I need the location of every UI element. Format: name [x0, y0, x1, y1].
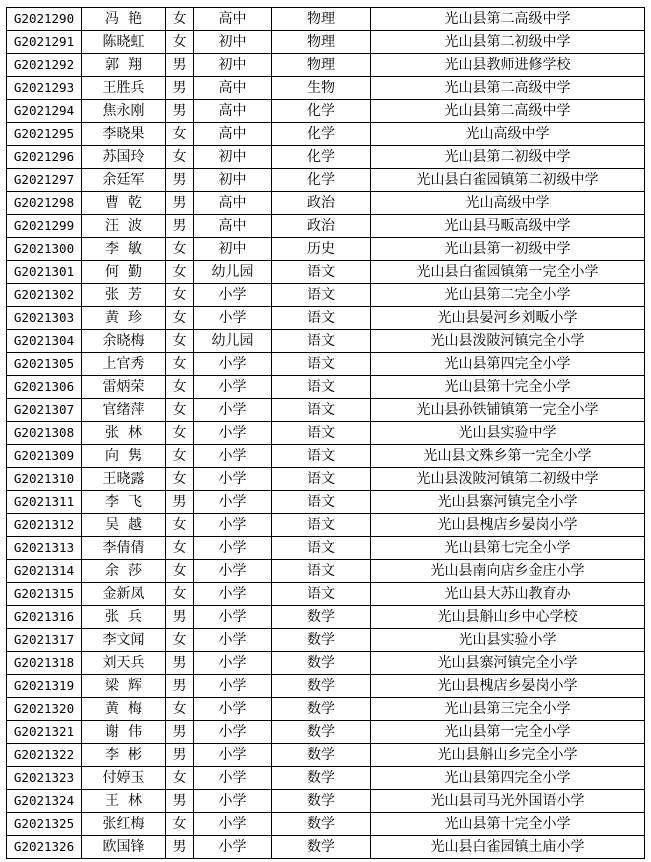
school-level-cell: 小学: [194, 790, 272, 813]
roster-sheet: [6, 7, 645, 859]
teacher-name-cell: 向 隽: [82, 445, 166, 468]
teacher-id-cell: G2021301: [7, 261, 82, 284]
gender-cell: 女: [166, 353, 194, 376]
teacher-id-cell: G2021304: [7, 330, 82, 353]
teacher-id-cell: G2021309: [7, 445, 82, 468]
school-cell: 光山县第二初级中学: [371, 146, 645, 169]
school-level-cell: 高中: [194, 123, 272, 146]
school-level-cell: 幼儿园: [194, 261, 272, 284]
school-cell: 光山县教师进修学校: [371, 54, 645, 77]
teacher-name-cell: 吴 越: [82, 514, 166, 537]
teacher-name-cell: 张 兵: [82, 606, 166, 629]
table-row: [7, 468, 645, 491]
table-row: [7, 215, 645, 238]
subject-cell: 语文: [272, 491, 371, 514]
school-level-cell: 小学: [194, 491, 272, 514]
gender-cell: 女: [166, 330, 194, 353]
gender-cell: 女: [166, 629, 194, 652]
school-level-cell: 小学: [194, 468, 272, 491]
subject-cell: 语文: [272, 307, 371, 330]
school-level-cell: 小学: [194, 353, 272, 376]
subject-cell: 语文: [272, 514, 371, 537]
gender-cell: 女: [166, 445, 194, 468]
school-cell: 光山高级中学: [371, 123, 645, 146]
gender-cell: 女: [166, 422, 194, 445]
teacher-id-cell: G2021299: [7, 215, 82, 238]
table-row: [7, 698, 645, 721]
subject-cell: 数学: [272, 675, 371, 698]
school-level-cell: 小学: [194, 399, 272, 422]
teacher-id-cell: G2021322: [7, 744, 82, 767]
teacher-id-cell: G2021291: [7, 31, 82, 54]
table-row: [7, 399, 645, 422]
teacher-id-cell: G2021326: [7, 836, 82, 859]
subject-cell: 语文: [272, 560, 371, 583]
subject-cell: 历史: [272, 238, 371, 261]
table-row: [7, 767, 645, 790]
school-level-cell: 小学: [194, 698, 272, 721]
teacher-name-cell: 张 林: [82, 422, 166, 445]
table-row: [7, 123, 645, 146]
school-level-cell: 小学: [194, 560, 272, 583]
subject-cell: 物理: [272, 8, 371, 31]
school-level-cell: 幼儿园: [194, 330, 272, 353]
subject-cell: 语文: [272, 399, 371, 422]
teacher-id-cell: G2021315: [7, 583, 82, 606]
school-cell: 光山县孙铁铺镇第一完全小学: [371, 399, 645, 422]
teacher-name-cell: 张红梅: [82, 813, 166, 836]
teacher-name-cell: 李 敏: [82, 238, 166, 261]
subject-cell: 数学: [272, 629, 371, 652]
gender-cell: 男: [166, 491, 194, 514]
gender-cell: 女: [166, 284, 194, 307]
teacher-id-cell: G2021305: [7, 353, 82, 376]
teacher-name-cell: 汪 波: [82, 215, 166, 238]
school-cell: 光山县第一初级中学: [371, 238, 645, 261]
teacher-id-cell: G2021317: [7, 629, 82, 652]
school-cell: 光山县泼陂河镇第二初级中学: [371, 468, 645, 491]
table-row: [7, 721, 645, 744]
gender-cell: 女: [166, 698, 194, 721]
gender-cell: 女: [166, 514, 194, 537]
school-level-cell: 小学: [194, 537, 272, 560]
roster-table-body: [7, 8, 645, 859]
table-row: [7, 560, 645, 583]
school-level-cell: 高中: [194, 100, 272, 123]
teacher-name-cell: 雷炳荣: [82, 376, 166, 399]
teacher-id-cell: G2021321: [7, 721, 82, 744]
table-row: [7, 606, 645, 629]
school-cell: 光山县泼陂河镇完全小学: [371, 330, 645, 353]
teacher-id-cell: G2021310: [7, 468, 82, 491]
gender-cell: 女: [166, 583, 194, 606]
subject-cell: 物理: [272, 54, 371, 77]
teacher-id-cell: G2021297: [7, 169, 82, 192]
school-cell: 光山县白雀园镇土庙小学: [371, 836, 645, 859]
gender-cell: 女: [166, 767, 194, 790]
teacher-id-cell: G2021290: [7, 8, 82, 31]
gender-cell: 女: [166, 537, 194, 560]
subject-cell: 语文: [272, 330, 371, 353]
teacher-name-cell: 王胜兵: [82, 77, 166, 100]
table-row: [7, 445, 645, 468]
table-row: [7, 836, 645, 859]
subject-cell: 生物: [272, 77, 371, 100]
teacher-name-cell: 上官秀: [82, 353, 166, 376]
school-level-cell: 小学: [194, 422, 272, 445]
gender-cell: 男: [166, 169, 194, 192]
school-cell: 光山县白雀园镇第二初级中学: [371, 169, 645, 192]
gender-cell: 男: [166, 652, 194, 675]
subject-cell: 语文: [272, 261, 371, 284]
subject-cell: 数学: [272, 652, 371, 675]
table-row: [7, 353, 645, 376]
gender-cell: 女: [166, 238, 194, 261]
teacher-name-cell: 余晓梅: [82, 330, 166, 353]
subject-cell: 政治: [272, 215, 371, 238]
gender-cell: 男: [166, 54, 194, 77]
teacher-id-cell: G2021303: [7, 307, 82, 330]
teacher-id-cell: G2021314: [7, 560, 82, 583]
teacher-id-cell: G2021296: [7, 146, 82, 169]
subject-cell: 数学: [272, 813, 371, 836]
gender-cell: 男: [166, 836, 194, 859]
school-cell: 光山县斛山乡完全小学: [371, 744, 645, 767]
subject-cell: 数学: [272, 606, 371, 629]
subject-cell: 化学: [272, 169, 371, 192]
teacher-name-cell: 余 莎: [82, 560, 166, 583]
school-level-cell: 初中: [194, 146, 272, 169]
school-cell: 光山县实验小学: [371, 629, 645, 652]
table-row: [7, 238, 645, 261]
teacher-id-cell: G2021302: [7, 284, 82, 307]
school-cell: 光山县第二高级中学: [371, 8, 645, 31]
gender-cell: 男: [166, 675, 194, 698]
gender-cell: 男: [166, 790, 194, 813]
school-cell: 光山县第四完全小学: [371, 353, 645, 376]
table-row: [7, 675, 645, 698]
school-cell: 光山县第三完全小学: [371, 698, 645, 721]
school-cell: 光山县司马光外国语小学: [371, 790, 645, 813]
table-row: [7, 790, 645, 813]
school-cell: 光山县第二初级中学: [371, 31, 645, 54]
school-cell: 光山县白雀园镇第一完全小学: [371, 261, 645, 284]
gender-cell: 男: [166, 606, 194, 629]
school-level-cell: 初中: [194, 169, 272, 192]
subject-cell: 语文: [272, 468, 371, 491]
teacher-id-cell: G2021300: [7, 238, 82, 261]
subject-cell: 数学: [272, 790, 371, 813]
teacher-name-cell: 焦永刚: [82, 100, 166, 123]
teacher-name-cell: 李文闻: [82, 629, 166, 652]
teacher-name-cell: 王晓露: [82, 468, 166, 491]
table-row: [7, 629, 645, 652]
table-row: [7, 261, 645, 284]
subject-cell: 数学: [272, 767, 371, 790]
subject-cell: 语文: [272, 376, 371, 399]
school-cell: 光山高级中学: [371, 192, 645, 215]
school-cell: 光山县第二高级中学: [371, 100, 645, 123]
table-row: [7, 54, 645, 77]
teacher-id-cell: G2021319: [7, 675, 82, 698]
teacher-id-cell: G2021306: [7, 376, 82, 399]
subject-cell: 化学: [272, 100, 371, 123]
gender-cell: 女: [166, 307, 194, 330]
teacher-name-cell: 黄 珍: [82, 307, 166, 330]
school-cell: 光山县马畈高级中学: [371, 215, 645, 238]
gender-cell: 女: [166, 399, 194, 422]
teacher-id-cell: G2021292: [7, 54, 82, 77]
school-level-cell: 小学: [194, 744, 272, 767]
teacher-id-cell: G2021320: [7, 698, 82, 721]
school-level-cell: 高中: [194, 77, 272, 100]
teacher-name-cell: 王 林: [82, 790, 166, 813]
table-row: [7, 422, 645, 445]
table-row: [7, 514, 645, 537]
school-cell: 光山县第十完全小学: [371, 376, 645, 399]
gender-cell: 女: [166, 31, 194, 54]
gender-cell: 女: [166, 146, 194, 169]
subject-cell: 数学: [272, 698, 371, 721]
teacher-name-cell: 李 飞: [82, 491, 166, 514]
school-level-cell: 小学: [194, 307, 272, 330]
teacher-name-cell: 李 彬: [82, 744, 166, 767]
teacher-name-cell: 苏国玲: [82, 146, 166, 169]
teacher-name-cell: 欧国锋: [82, 836, 166, 859]
teacher-id-cell: G2021318: [7, 652, 82, 675]
school-cell: 光山县大苏山教育办: [371, 583, 645, 606]
school-cell: 光山县槐店乡晏岗小学: [371, 514, 645, 537]
teacher-name-cell: 冯 艳: [82, 8, 166, 31]
teacher-id-cell: G2021316: [7, 606, 82, 629]
teacher-id-cell: G2021324: [7, 790, 82, 813]
table-row: [7, 307, 645, 330]
subject-cell: 化学: [272, 146, 371, 169]
school-level-cell: 高中: [194, 192, 272, 215]
subject-cell: 数学: [272, 721, 371, 744]
subject-cell: 化学: [272, 123, 371, 146]
school-cell: 光山县第七完全小学: [371, 537, 645, 560]
school-level-cell: 小学: [194, 652, 272, 675]
gender-cell: 男: [166, 100, 194, 123]
school-cell: 光山县第二完全小学: [371, 284, 645, 307]
gender-cell: 女: [166, 560, 194, 583]
school-level-cell: 小学: [194, 606, 272, 629]
teacher-name-cell: 谢 伟: [82, 721, 166, 744]
table-row: [7, 100, 645, 123]
school-level-cell: 高中: [194, 215, 272, 238]
table-row: [7, 77, 645, 100]
school-cell: 光山县槐店乡晏岗小学: [371, 675, 645, 698]
teacher-id-cell: G2021308: [7, 422, 82, 445]
table-row: [7, 537, 645, 560]
school-level-cell: 小学: [194, 583, 272, 606]
gender-cell: 男: [166, 192, 194, 215]
teacher-id-cell: G2021312: [7, 514, 82, 537]
school-cell: 光山县第一完全小学: [371, 721, 645, 744]
teacher-id-cell: G2021294: [7, 100, 82, 123]
teacher-name-cell: 余廷军: [82, 169, 166, 192]
gender-cell: 女: [166, 376, 194, 399]
school-level-cell: 初中: [194, 238, 272, 261]
teacher-name-cell: 梁 辉: [82, 675, 166, 698]
school-cell: 光山县第十完全小学: [371, 813, 645, 836]
teacher-id-cell: G2021323: [7, 767, 82, 790]
teacher-name-cell: 何 勤: [82, 261, 166, 284]
table-row: [7, 146, 645, 169]
table-row: [7, 583, 645, 606]
school-level-cell: 小学: [194, 376, 272, 399]
teacher-name-cell: 李倩倩: [82, 537, 166, 560]
teacher-id-cell: G2021325: [7, 813, 82, 836]
school-cell: 光山县晏河乡刘畈小学: [371, 307, 645, 330]
teacher-id-cell: G2021293: [7, 77, 82, 100]
gender-cell: 女: [166, 261, 194, 284]
teacher-name-cell: 金新凤: [82, 583, 166, 606]
table-row: [7, 744, 645, 767]
teacher-id-cell: G2021313: [7, 537, 82, 560]
school-cell: 光山县文殊乡第一完全小学: [371, 445, 645, 468]
school-level-cell: 小学: [194, 284, 272, 307]
gender-cell: 男: [166, 215, 194, 238]
table-row: [7, 491, 645, 514]
roster-table: [6, 7, 645, 859]
subject-cell: 语文: [272, 353, 371, 376]
gender-cell: 男: [166, 721, 194, 744]
school-level-cell: 小学: [194, 767, 272, 790]
subject-cell: 数学: [272, 836, 371, 859]
school-cell: 光山县第二高级中学: [371, 77, 645, 100]
teacher-id-cell: G2021311: [7, 491, 82, 514]
teacher-name-cell: 刘天兵: [82, 652, 166, 675]
table-row: [7, 8, 645, 31]
table-row: [7, 169, 645, 192]
school-cell: 光山县实验中学: [371, 422, 645, 445]
teacher-id-cell: G2021307: [7, 399, 82, 422]
gender-cell: 女: [166, 123, 194, 146]
gender-cell: 男: [166, 77, 194, 100]
school-level-cell: 高中: [194, 8, 272, 31]
school-level-cell: 初中: [194, 31, 272, 54]
school-cell: 光山县寨河镇完全小学: [371, 652, 645, 675]
school-level-cell: 小学: [194, 813, 272, 836]
teacher-name-cell: 黄 梅: [82, 698, 166, 721]
subject-cell: 政治: [272, 192, 371, 215]
teacher-name-cell: 李晓果: [82, 123, 166, 146]
table-row: [7, 376, 645, 399]
school-cell: 光山县第四完全小学: [371, 767, 645, 790]
table-row: [7, 284, 645, 307]
gender-cell: 女: [166, 8, 194, 31]
teacher-name-cell: 付婷玉: [82, 767, 166, 790]
school-cell: 光山县南向店乡金庄小学: [371, 560, 645, 583]
subject-cell: 语文: [272, 537, 371, 560]
school-level-cell: 小学: [194, 721, 272, 744]
table-row: [7, 652, 645, 675]
teacher-name-cell: 张 芳: [82, 284, 166, 307]
gender-cell: 女: [166, 813, 194, 836]
teacher-name-cell: 陈晓虹: [82, 31, 166, 54]
table-row: [7, 192, 645, 215]
table-row: [7, 813, 645, 836]
school-level-cell: 初中: [194, 54, 272, 77]
school-level-cell: 小学: [194, 514, 272, 537]
school-level-cell: 小学: [194, 445, 272, 468]
gender-cell: 女: [166, 468, 194, 491]
subject-cell: 语文: [272, 445, 371, 468]
subject-cell: 数学: [272, 744, 371, 767]
teacher-name-cell: 曹 乾: [82, 192, 166, 215]
table-row: [7, 330, 645, 353]
subject-cell: 语文: [272, 284, 371, 307]
subject-cell: 物理: [272, 31, 371, 54]
table-row: [7, 31, 645, 54]
school-cell: 光山县寨河镇完全小学: [371, 491, 645, 514]
school-level-cell: 小学: [194, 675, 272, 698]
school-cell: 光山县斛山乡中心学校: [371, 606, 645, 629]
teacher-name-cell: 郭 翔: [82, 54, 166, 77]
school-level-cell: 小学: [194, 836, 272, 859]
teacher-name-cell: 官绪萍: [82, 399, 166, 422]
teacher-id-cell: G2021295: [7, 123, 82, 146]
subject-cell: 语文: [272, 583, 371, 606]
subject-cell: 语文: [272, 422, 371, 445]
school-level-cell: 小学: [194, 629, 272, 652]
gender-cell: 男: [166, 744, 194, 767]
teacher-id-cell: G2021298: [7, 192, 82, 215]
